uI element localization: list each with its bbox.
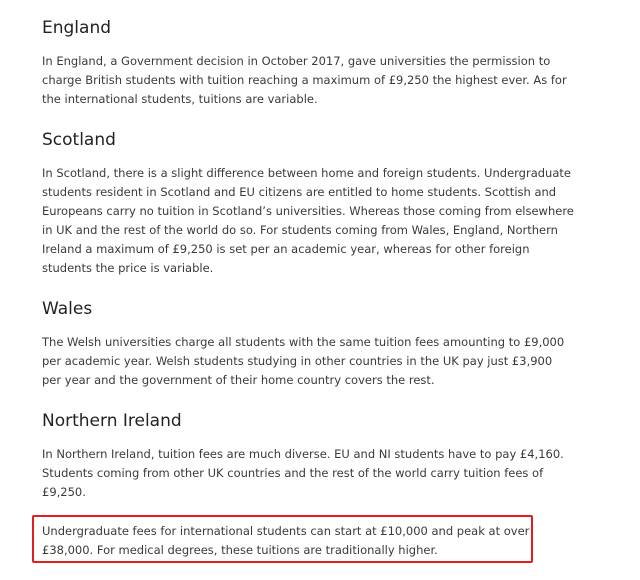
section-heading-england: England <box>42 18 112 38</box>
section-paragraph-northern-ireland <box>42 445 564 502</box>
paragraph-line: per year and the government of their home country covers the rest. <box>42 373 435 387</box>
paragraph-line: In England, a Government decision in October 2017, gave universities the permission to <box>42 54 551 68</box>
section-heading-scotland: Scotland <box>42 130 116 150</box>
section-heading-northern-ireland: Northern Ireland <box>42 411 182 431</box>
paragraph-line: students resident in Scotland and EU citizens are entitled to home students. Scottish and <box>42 185 557 199</box>
paragraph-line: Ireland a maximum of £9,250 is set per an academic year, whereas for other foreign <box>42 242 530 256</box>
paragraph-line: students the price is variable. <box>42 261 214 275</box>
paragraph-line: £9,250. <box>42 485 86 499</box>
section-paragraph-england <box>42 52 567 109</box>
section-paragraph-wales <box>42 333 564 390</box>
paragraph-line: Students coming from other UK countries and the rest of the world carry tuition fees of <box>42 466 544 480</box>
section-heading-wales: Wales <box>42 299 93 319</box>
section-paragraph-scotland <box>42 164 574 278</box>
paragraph-line: In Northern Ireland, tuition fees are much diverse. EU and NI students have to pay £4,160. <box>42 447 564 461</box>
paragraph-line: Europeans carry no tuition in Scotland’s universities. Whereas those coming from elsewhere <box>42 204 574 218</box>
paragraph-line: the international students, tuitions are variable. <box>42 92 318 106</box>
paragraph-line: In Scotland, there is a slight difference between home and foreign students. Undergraduate <box>42 166 571 180</box>
paragraph-line: per academic year. Welsh students studying in other countries in the UK pay just £3,900 <box>42 354 553 368</box>
paragraph-line: The Welsh universities charge all students with the same tuition fees amounting to £9,000 <box>42 335 565 349</box>
highlight-box <box>32 515 533 563</box>
highlight-line: Undergraduate fees for international students can start at £10,000 and peak at over <box>42 524 530 538</box>
paragraph-line: in UK and the rest of the world do so. For students coming from Wales, England, Northern <box>42 223 558 237</box>
highlight-text <box>42 522 529 560</box>
highlight-line: £38,000. For medical degrees, these tuitions are traditionally higher. <box>42 543 438 557</box>
paragraph-line: charge British students with tuition reaching a maximum of £9,250 the highest ever. As for <box>42 73 567 87</box>
